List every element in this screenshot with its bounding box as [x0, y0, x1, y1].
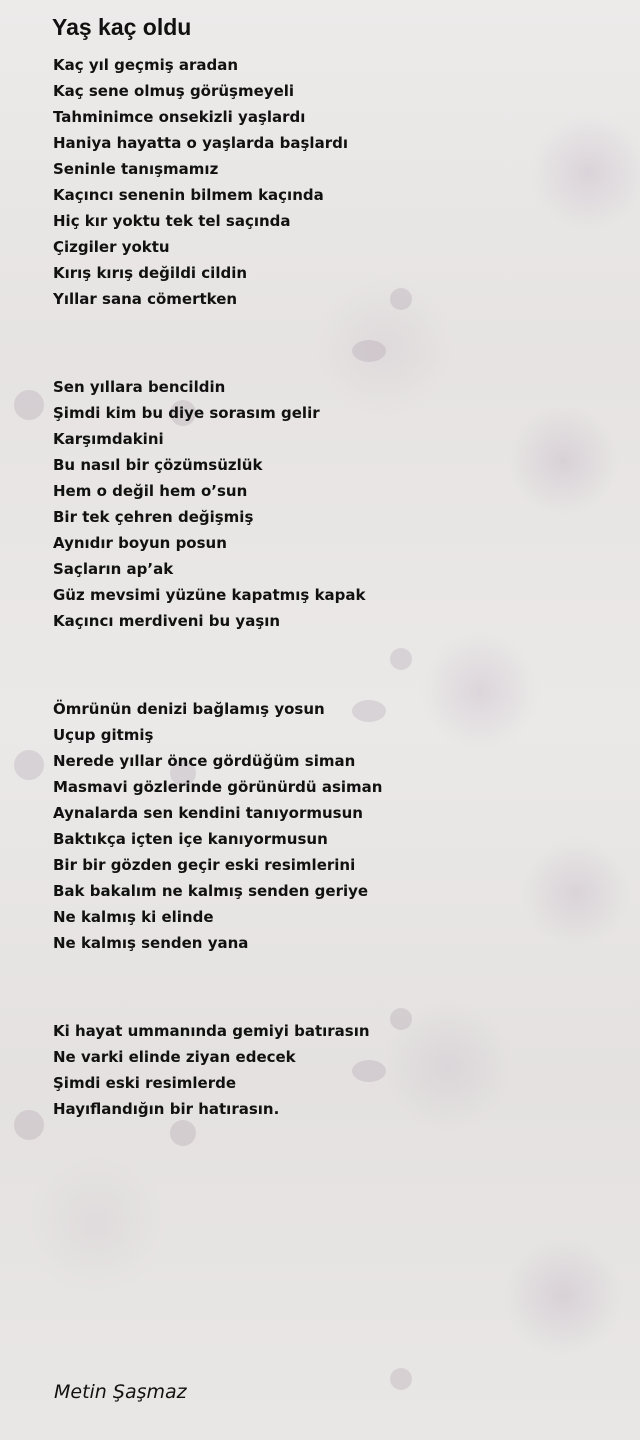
poem-body [53, 52, 613, 1184]
poem-line: Sen yıllara bencildin [53, 378, 226, 396]
ink-blot-decoration [14, 1110, 44, 1140]
poem-line: Çizgiler yoktu [53, 238, 170, 256]
poem-line: Hayıflandığın bir hatırasın. [53, 1100, 280, 1118]
poem-line: Ne kalmış ki elinde [53, 908, 214, 926]
ink-blot-decoration [14, 390, 44, 420]
poem-line: Bir tek çehren değişmiş [53, 508, 254, 526]
poem-title: Yaş kaç oldu [52, 14, 192, 40]
poem-stanza [53, 52, 613, 312]
poem-line: Karşımdakini [53, 430, 164, 448]
poem-line: Tahminimce onsekizli yaşlardı [53, 108, 306, 126]
poem-line: Güz mevsimi yüzüne kapatmış kapak [53, 586, 366, 604]
poem-line: Şimdi kim bu diye sorasım gelir [53, 404, 320, 422]
poem-line: Hem o değil hem o’sun [53, 482, 248, 500]
poem-line: Ömrünün denizi bağlamış yosun [53, 700, 325, 718]
poem-line: Şimdi eski resimlerde [53, 1074, 237, 1092]
poem-line: Aynalarda sen kendini tanıyormusun [53, 804, 363, 822]
poem-line: Ne varki elinde ziyan edecek [53, 1048, 296, 1066]
poem-line: Bu nasıl bir çözümsüzlük [53, 456, 263, 474]
poem-line: Nerede yıllar önce gördüğüm siman [53, 752, 356, 770]
poem-line: Ki hayat ummanında gemiyi batırasın [53, 1022, 370, 1040]
poem-line: Kaç yıl geçmiş aradan [53, 56, 239, 74]
poem-line: Kaçıncı senenin bilmem kaçında [53, 186, 324, 204]
poem-stanza [53, 1018, 613, 1122]
poem-line: Seninle tanışmamız [53, 160, 219, 178]
poem-line: Bak bakalım ne kalmış senden geriye [53, 882, 369, 900]
poem-line: Kırış kırış değildi cildin [53, 264, 248, 282]
poem-line: Kaç sene olmuş görüşmeyeli [53, 82, 295, 100]
poem-line: Haniya hayatta o yaşlarda başlardı [53, 134, 348, 152]
poem-line: Masmavi gözlerinde görünürdü asiman [53, 778, 383, 796]
poem-line: Ne kalmış senden yana [53, 934, 249, 952]
poem-line: Bir bir gözden geçir eski resimlerini [53, 856, 356, 874]
ink-blot-decoration [390, 1368, 412, 1390]
poem-line: Baktıkça içten içe kanıyormusun [53, 830, 328, 848]
poem-line: Uçup gitmiş [53, 726, 154, 744]
poem-line: Kaçıncı merdiveni bu yaşın [53, 612, 281, 630]
poem-line: Saçların ap’ak [53, 560, 174, 578]
poem-stanza [53, 696, 613, 956]
poem-line: Hiç kır yoktu tek tel saçında [53, 212, 291, 230]
poem-line: Aynıdır boyun posun [53, 534, 227, 552]
poem-author: Metin Şaşmaz [54, 1381, 187, 1403]
poem-line: Yıllar sana cömertken [53, 290, 238, 308]
poem-stanza [53, 374, 613, 634]
ink-blot-decoration [14, 750, 44, 780]
